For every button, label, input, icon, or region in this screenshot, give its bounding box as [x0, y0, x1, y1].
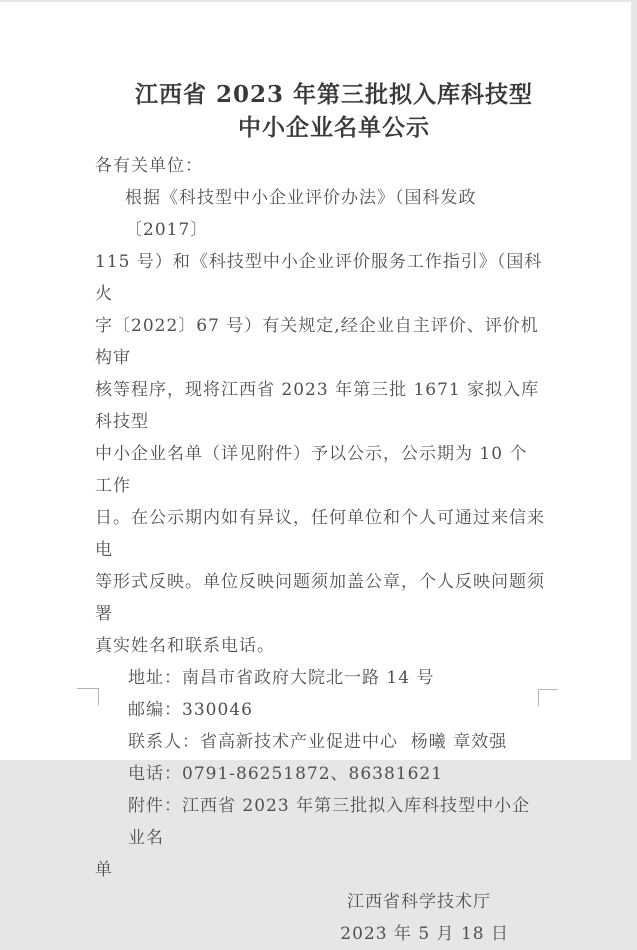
address-line: 地址：南昌市省政府大院北一路 14 号	[128, 668, 435, 688]
signature-name: 江西省科学技术厅	[347, 892, 491, 912]
phone-line: 电话：0791-86251872、86381621	[128, 764, 444, 784]
paragraph-line: 根据《科技型中小企业评价办法》（国科发政〔2017〕	[125, 188, 477, 240]
main-paragraph	[95, 182, 545, 662]
paragraph-line: 等形式反映。单位反映问题须加盖公章，个人反映问题须署	[95, 572, 545, 624]
title-line-2: 中小企业名单公示	[238, 114, 430, 141]
table-corner-mark-right	[538, 689, 558, 706]
signature-date: 2023 年 5 月 18 日	[340, 924, 509, 944]
paragraph-line: 字〔2022〕67 号）有关规定,经企业自主评价、评价机构审	[95, 316, 539, 368]
contact-line: 联系人：省高新技术产业促进中心 杨曦 章效强	[128, 732, 508, 752]
table-corner-mark-left	[77, 688, 99, 705]
paragraph-line: 115 号）和《科技型中小企业评价服务工作指引》（国科火	[95, 252, 543, 304]
paragraph-line: 核等程序，现将江西省 2023 年第三批 1671 家拟入库科技型	[95, 380, 540, 432]
attachment-line-1: 附件：江西省 2023 年第三批拟入库科技型中小企业名	[128, 796, 531, 848]
paragraph-line: 真实姓名和联系电话。	[95, 636, 275, 656]
postcode-line: 邮编：330046	[128, 700, 253, 720]
paragraph-line: 日。在公示期内如有异议，任何单位和个人可通过来信来电	[95, 508, 545, 560]
document-title	[109, 78, 559, 144]
document-content	[0, 78, 631, 950]
paragraph-line: 中小企业名单（详见附件）予以公示，公示期为 10 个工作	[95, 444, 528, 496]
attachment-line-2: 单	[95, 860, 113, 880]
salutation: 各有关单位：	[95, 156, 203, 176]
title-line-1: 江西省 2023 年第三批拟入库科技型	[134, 81, 534, 108]
document-page	[0, 2, 631, 944]
